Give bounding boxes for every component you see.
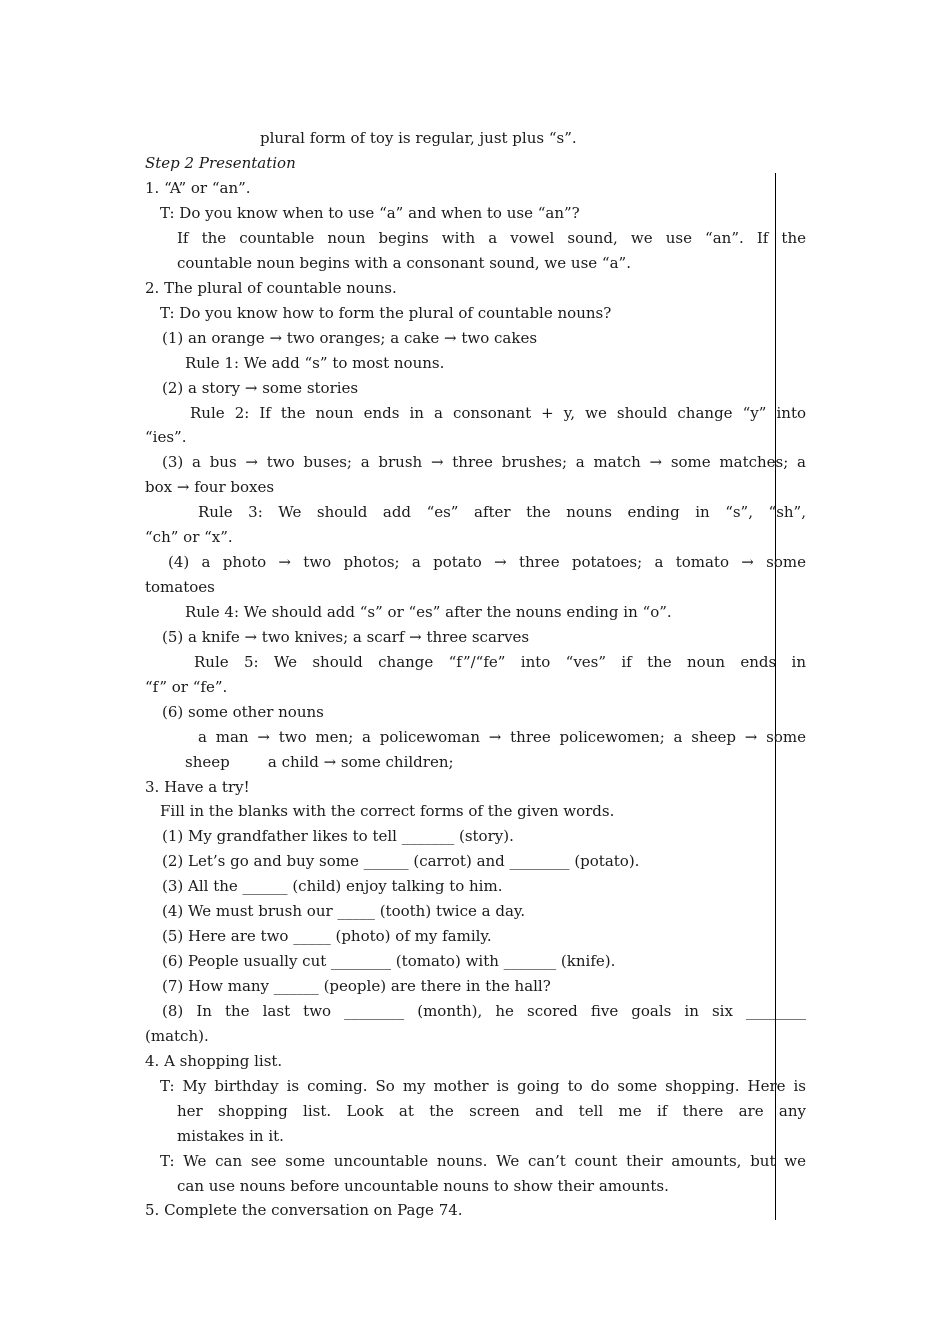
text-line: 5. Complete the conversation on Page 74. [145, 1201, 463, 1219]
text-line: 4. A shopping list. [145, 1052, 283, 1070]
text-line: sheep a child → some children; [185, 753, 454, 771]
text-line: 2. The plural of countable nouns. [145, 279, 397, 297]
text-line: (6) some other nouns [162, 703, 324, 721]
text-line: plural form of toy is regular, just plus “s”. [260, 129, 577, 147]
text-line: Rule 4: We should add “s” or “es” after the nouns ending in “o”. [185, 603, 672, 621]
text-line: mistakes in it. [177, 1127, 284, 1145]
text-line: (1) an orange → two oranges; a cake → two cakes [162, 329, 538, 347]
text-line: box → four boxes [145, 478, 275, 496]
exercise-item: (5) Here are two _____ (photo) of my family. [162, 927, 492, 945]
exercise-item: (6) People usually cut ________ (tomato) with _______ (knife). [162, 952, 616, 970]
text-line: T: Do you know when to use “a” and when to use “an”? [160, 204, 580, 222]
text-line: Rule 2: If the noun ends in a consonant + y, we should change “y” into [190, 404, 806, 422]
text-line: Fill in the blanks with the correct forms of the given words. [160, 802, 615, 820]
exercise-item: (3) All the ______ (child) enjoy talking to him. [162, 877, 503, 895]
text-line: “ies”. [145, 428, 187, 446]
text-line: Rule 1: We add “s” to most nouns. [185, 354, 445, 372]
text-line: (2) a story → some stories [162, 379, 359, 397]
text-line: “ch” or “x”. [145, 528, 233, 546]
text-line: a man → two men; a policewoman → three policewomen; a sheep → some [198, 728, 806, 746]
text-line: 1. “A” or “an”. [145, 179, 251, 197]
text-line: (4) a photo → two photos; a potato → three potatoes; a tomato → some [168, 553, 806, 571]
text-line: (match). [145, 1027, 209, 1045]
text-line: “f” or “fe”. [145, 678, 228, 696]
text-line: If the countable noun begins with a vowel sound, we use “an”. If the [177, 229, 806, 247]
text-line: T: My birthday is coming. So my mother is going to do some shopping. Here is [160, 1077, 806, 1095]
text-line: can use nouns before uncountable nouns to show their amounts. [177, 1177, 669, 1195]
text-line: her shopping list. Look at the screen and tell me if there are any [177, 1102, 806, 1120]
text-line: tomatoes [145, 578, 215, 596]
exercise-item: (2) Let’s go and buy some ______ (carrot) and ________ (potato). [162, 852, 640, 870]
exercise-item: (4) We must brush our _____ (tooth) twice a day. [162, 902, 526, 920]
text-line: Rule 5: We should change “f”/“fe” into “ves” if the noun ends in [194, 653, 806, 671]
exercise-item: (1) My grandfather likes to tell _______ (story). [162, 827, 514, 845]
text-line: Rule 3: We should add “es” after the nouns ending in “s”, “sh”, [198, 503, 806, 521]
margin-vertical-rule [775, 173, 776, 1220]
text-line: T: Do you know how to form the plural of countable nouns? [160, 304, 612, 322]
section-heading: Step 2 Presentation [145, 154, 296, 172]
text-line: (3) a bus → two buses; a brush → three brushes; a match → some matches; a [162, 453, 806, 471]
text-line: countable noun begins with a consonant sound, we use “a”. [177, 254, 631, 272]
text-line: 3. Have a try! [145, 778, 250, 796]
exercise-item: (8) In the last two ________ (month), he scored five goals in six ________ [162, 1002, 806, 1020]
exercise-item: (7) How many ______ (people) are there in the hall? [162, 977, 551, 995]
text-line: (5) a knife → two knives; a scarf → three scarves [162, 628, 530, 646]
text-line: T: We can see some uncountable nouns. We can’t count their amounts, but we [160, 1152, 806, 1170]
